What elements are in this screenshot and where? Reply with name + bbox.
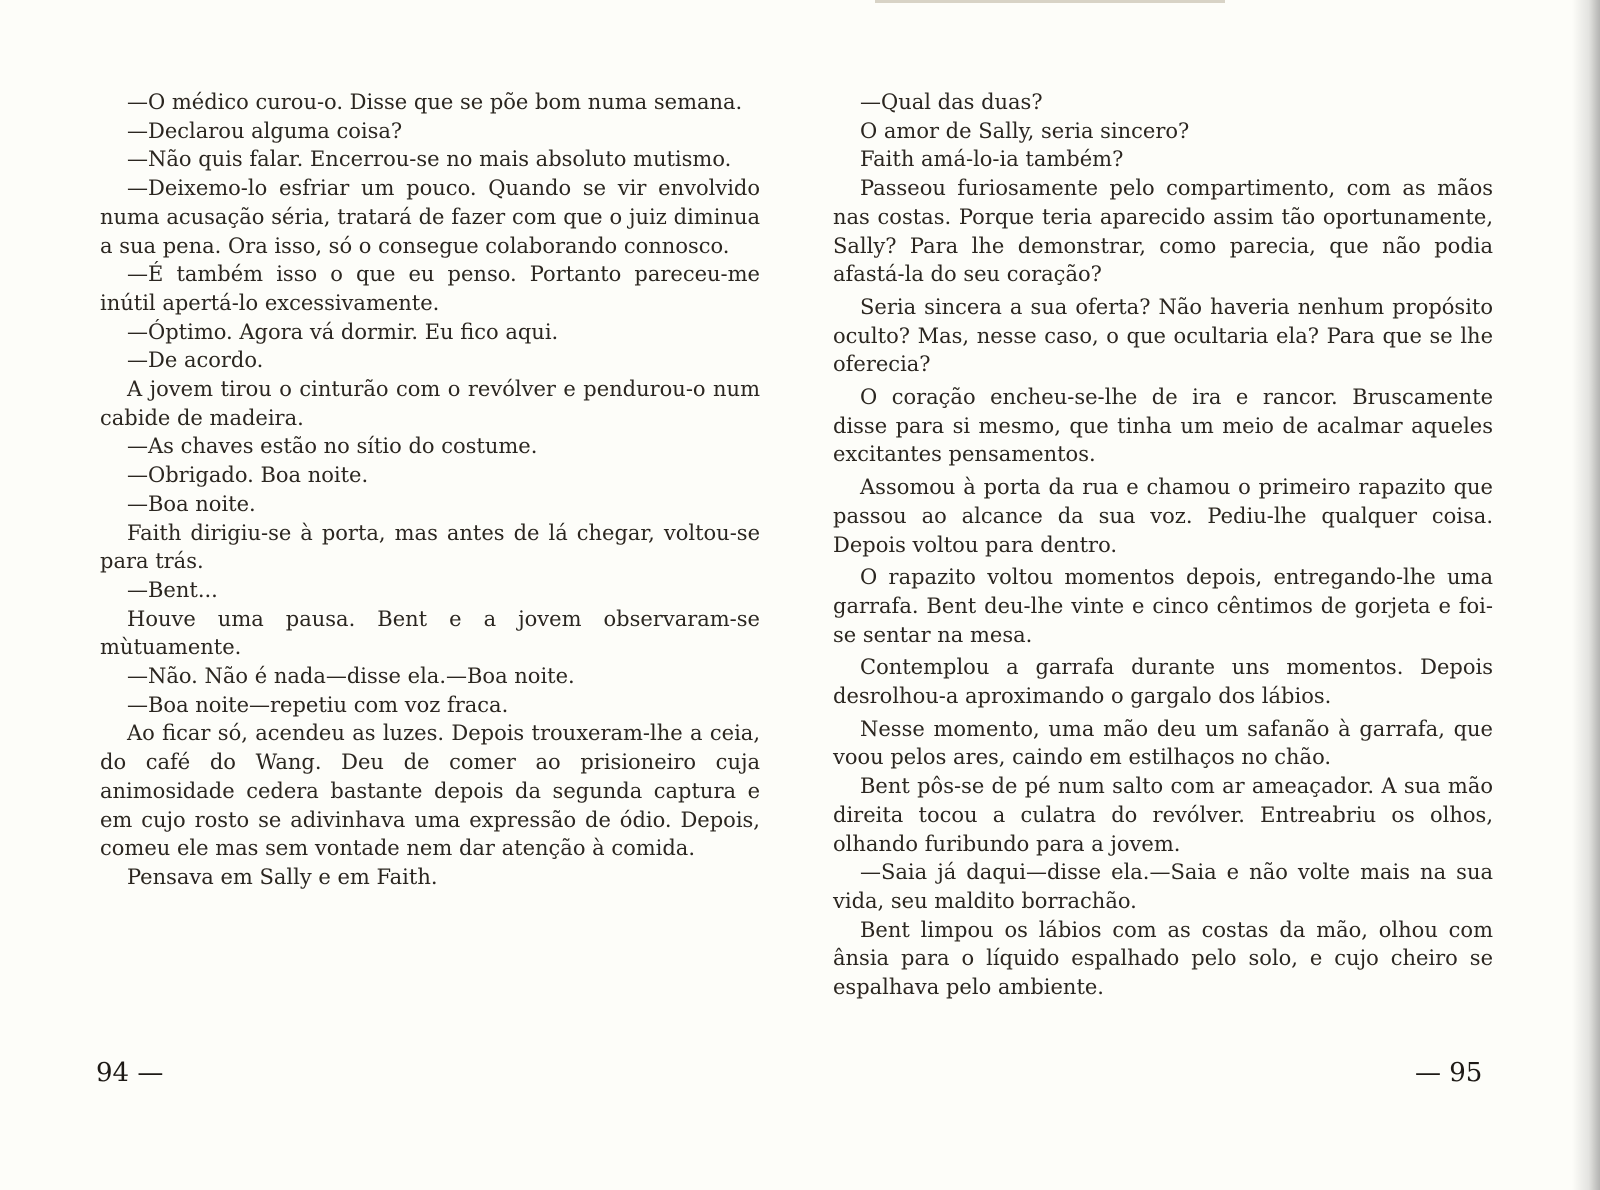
- right-paragraph: O amor de Sally, seria sincero?: [860, 118, 1190, 143]
- right-paragraph: O coração encheu-se-lhe de ira e rancor. Bruscamente disse para si mesmo, que tinha um meio de acalmar aqueles excitantes pensamentos.: [833, 385, 1493, 467]
- left-paragraph: —O médico curou-o. Disse que se põe bom numa semana.: [127, 90, 743, 114]
- right-page-text: [833, 88, 1493, 1002]
- page-number-right: — 95: [1415, 1058, 1483, 1088]
- right-paragraph: Faith amá-lo-ia também?: [860, 147, 1124, 172]
- right-paragraph: Contemplou a garrafa durante uns momentos. Depois desrolhou-a aproximando o gargalo dos lábios.: [833, 655, 1493, 709]
- left-paragraph: —Deixemo-lo esfriar um pouco. Quando se vir envolvido numa acusação séria, tratará de fazer com que o juiz diminua a sua pena. Ora isso, só o consegue colaborando connosco.: [100, 176, 760, 258]
- left-paragraph: —Declarou alguma coisa?: [127, 118, 403, 143]
- left-paragraph: Houve uma pausa. Bent e a jovem observaram-se mùtuamente.: [100, 606, 760, 660]
- right-paragraph: Nesse momento, uma mão deu um safanão à garrafa, que voou pelos ares, caindo em estilhaços no chão.: [833, 716, 1493, 770]
- page-number-left: 94 —: [96, 1058, 164, 1088]
- right-paragraph: —Saia já daqui—disse ela.—Saia e não volte mais na sua vida, seu maldito borrachão.: [833, 860, 1493, 913]
- right-paragraph: Seria sincera a sua oferta? Não haveria nenhum propósito oculto? Mas, nesse caso, o que ocultaria ela? Para que se lhe oferecia?: [833, 294, 1493, 377]
- left-paragraph: Pensava em Sally e em Faith.: [127, 864, 438, 889]
- right-paragraph: —Qual das duas?: [860, 90, 1043, 114]
- right-paragraph: Assomou à porta da rua e chamou o primeiro rapazito que passou ao alcance da sua voz. Pediu-lhe qualquer coisa. Depois voltou para dentro.: [833, 475, 1493, 557]
- left-paragraph: —Boa noite—repetiu com voz fraca.: [127, 692, 509, 717]
- right-paragraph: O rapazito voltou momentos depois, entregando-lhe uma garrafa. Bent deu-lhe vinte e cinco cêntimos de gorjeta e foi-se sentar na mesa.: [833, 565, 1493, 647]
- right-paragraph: Bent pôs-se de pé num salto com ar ameaçador. A sua mão direita tocou a culatra do revólver. Entreabriu os olhos, olhando furibundo para a jovem.: [833, 774, 1493, 856]
- left-paragraph: Faith dirigiu-se à porta, mas antes de lá chegar, voltou-se para trás.: [100, 520, 760, 574]
- left-paragraph: A jovem tirou o cinturão com o revólver e pendurou-o num cabide de madeira.: [100, 377, 760, 430]
- top-edge-line: [875, 0, 1225, 3]
- left-paragraph: —Não quis falar. Encerrou-se no mais absoluto mutismo.: [127, 147, 732, 172]
- left-page-text: [100, 88, 760, 892]
- page-edge-shadow: [1572, 0, 1600, 1190]
- left-paragraph: —De acordo.: [127, 348, 264, 373]
- left-paragraph: —Não. Não é nada—disse ela.—Boa noite.: [127, 664, 575, 689]
- left-paragraph: —Óptimo. Agora vá dormir. Eu fico aqui.: [127, 319, 559, 344]
- left-paragraph: —É também isso o que eu penso. Portanto pareceu-me inútil apertá-lo excessivamente.: [100, 262, 760, 315]
- right-paragraph: Passeou furiosamente pelo compartimento, com as mãos nas costas. Porque teria aparecido assim tão oportunamente, Sally? Para lhe demonstrar, como parecia, que não podia afastá-la do seu coração?: [833, 176, 1493, 287]
- left-paragraph: —Bent...: [127, 577, 218, 602]
- left-paragraph: —As chaves estão no sítio do costume.: [127, 434, 538, 459]
- left-paragraph: —Obrigado. Boa noite.: [127, 463, 369, 488]
- right-paragraph: Bent limpou os lábios com as costas da mão, olhou com ânsia para o líquido espalhado pelo solo, e cujo cheiro se espalhava pelo ambiente.: [833, 917, 1493, 1000]
- left-paragraph: —Boa noite.: [127, 491, 256, 516]
- left-paragraph: Ao ficar só, acendeu as luzes. Depois trouxeram-lhe a ceia, do café do Wang. Deu de comer ao prisioneiro cuja animosidade cedera bastante depois da segunda captura e em cujo rosto se adivinhava uma expressão de ódio. Depois, comeu ele mas sem vontade nem dar atenção à comida.: [100, 721, 760, 861]
